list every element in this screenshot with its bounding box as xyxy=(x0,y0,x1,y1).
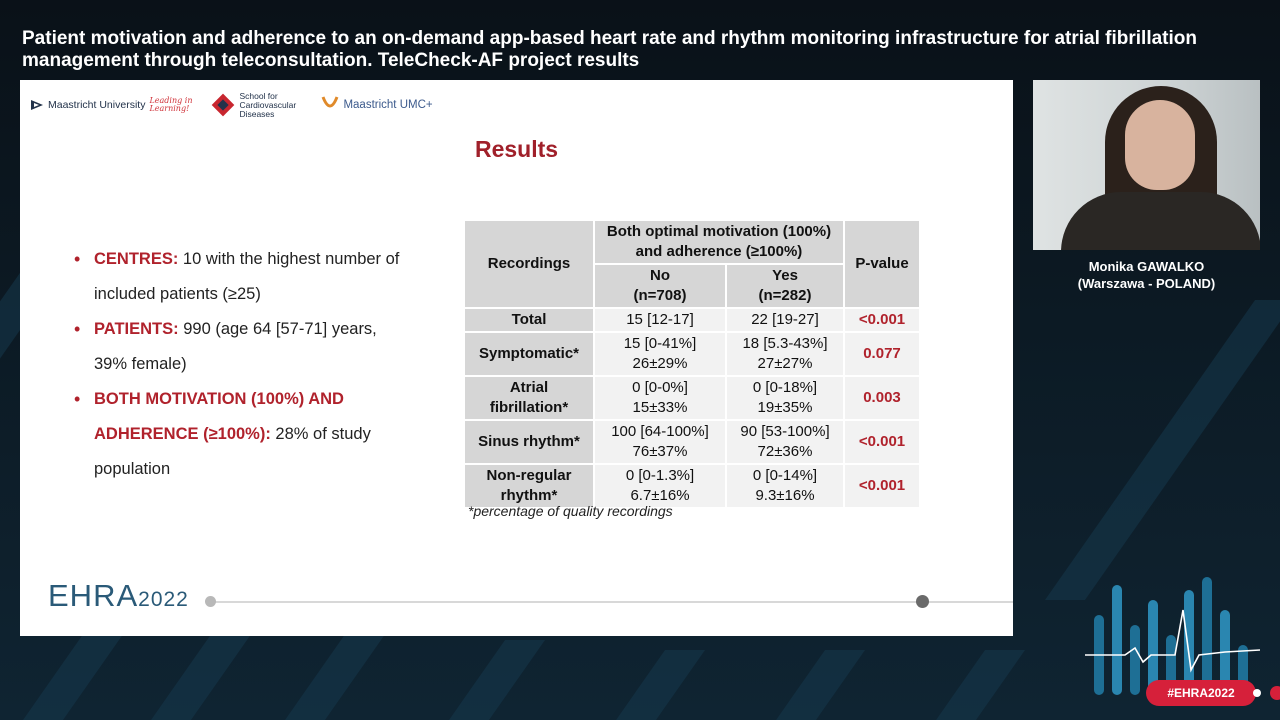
mu-name: Maastricht University xyxy=(48,99,146,111)
cell-pvalue: <0.001 xyxy=(844,464,920,508)
cell-pvalue: <0.001 xyxy=(844,420,920,464)
cell-no xyxy=(594,376,726,420)
row-label: Non-regular rhythm* xyxy=(464,464,594,508)
speaker-body xyxy=(1061,192,1260,250)
speaker-location: (Warszawa - POLAND) xyxy=(1077,276,1216,291)
header-yes xyxy=(726,264,844,308)
cell-no xyxy=(594,332,726,376)
table-header-row xyxy=(464,220,920,264)
row-label: Symptomatic* xyxy=(464,332,594,376)
cell-median: 100 [64-100%] xyxy=(611,423,709,440)
header-pvalue: P-value xyxy=(844,220,920,308)
speaker-name: Monika GAWALKO xyxy=(1088,259,1205,274)
header-yes-label: Yes xyxy=(772,267,798,284)
cell-mean: 15±33% xyxy=(632,399,688,416)
cell-yes xyxy=(726,376,844,420)
cell-yes xyxy=(726,420,844,464)
cell-mean: 9.3±16% xyxy=(755,487,815,504)
hashtag-badge: #EHRA2022 xyxy=(1146,680,1256,706)
row-label: Total xyxy=(464,308,594,332)
ecg-line-icon xyxy=(1085,600,1260,680)
header-no xyxy=(594,264,726,308)
cell-mean: 19±35% xyxy=(757,399,813,416)
bullet-text: 990 (age 64 [57-71] years, 39% female) xyxy=(94,320,377,373)
cell-median: 0 [0-14%] xyxy=(752,467,818,484)
speaker-video xyxy=(1033,80,1260,250)
cell-median: 0 [0-18%] xyxy=(752,379,818,396)
carim-icon xyxy=(211,93,235,117)
umc-logo xyxy=(321,95,432,115)
carim-name: School for Cardiovascular Diseases xyxy=(239,90,297,119)
bullet-centres xyxy=(72,242,402,312)
bullet-patients xyxy=(72,312,402,382)
table-row xyxy=(464,376,920,420)
bullet-text: 10 with the highest number of included patients (≥25) xyxy=(94,250,400,303)
carim-logo xyxy=(211,92,303,119)
presentation-slide xyxy=(20,80,1013,636)
table-row xyxy=(464,308,920,332)
cell-pvalue: 0.077 xyxy=(844,332,920,376)
table-footnote: *percentage of quality recordings xyxy=(468,503,673,519)
cell-pvalue: 0.003 xyxy=(844,376,920,420)
bullet-text: 28% of study population xyxy=(94,425,371,478)
cell-yes xyxy=(726,464,844,508)
ehra-logo xyxy=(48,578,189,614)
cell-median: 90 [53-100%] xyxy=(740,423,830,440)
cell-pvalue: <0.001 xyxy=(844,308,920,332)
bullet-label: PATIENTS: xyxy=(94,320,179,338)
bullet-label: BOTH MOTIVATION (100%) AND ADHERENCE (≥100%): xyxy=(94,390,344,443)
cell-yes: 22 [19-27] xyxy=(726,308,844,332)
bullet-label: CENTRES: xyxy=(94,250,179,268)
row-label: Atrial fibrillation* xyxy=(464,376,594,420)
hashtag-dot xyxy=(1253,689,1261,697)
cell-yes xyxy=(726,332,844,376)
table-row xyxy=(464,464,920,508)
row-label: Sinus rhythm* xyxy=(464,420,594,464)
results-bullet-list xyxy=(72,242,402,487)
header-yes-n: (n=282) xyxy=(758,287,812,304)
cell-mean: 76±37% xyxy=(632,443,688,460)
speaker-caption xyxy=(1033,258,1260,292)
timeline-end-dot xyxy=(916,595,929,608)
cell-mean: 27±27% xyxy=(757,355,813,372)
header-recordings: Recordings xyxy=(464,220,594,308)
cell-mean: 6.7±16% xyxy=(630,487,690,504)
hashtag-dot-red xyxy=(1270,686,1280,700)
results-table xyxy=(463,219,921,509)
header-no-label: No xyxy=(650,267,670,284)
talk-title: Patient motivation and adherence to an on-demand app-based heart rate and rhythm monitoring infrastructure for atrial fibrillation management through teleconsultation. TeleCheck-AF project results xyxy=(22,28,1197,71)
slide-heading: Results xyxy=(474,136,559,162)
bullet-motivation-adherence xyxy=(72,382,402,487)
maastricht-university-icon xyxy=(30,98,44,112)
ehra-wordmark: EHRA xyxy=(48,578,139,613)
maastricht-university-logo xyxy=(30,97,193,113)
header-group: Both optimal motivation (100%) and adherence (≥100%) xyxy=(594,220,844,264)
cell-median: 18 [5.3-43%] xyxy=(742,335,828,352)
cell-median: 15 [0-41%] xyxy=(623,335,697,352)
table-row xyxy=(464,420,920,464)
cell-mean: 26±29% xyxy=(632,355,688,372)
timeline-start-dot xyxy=(205,596,216,607)
umc-name: Maastricht UMC+ xyxy=(343,99,433,111)
cell-median: 0 [0-1.3%] xyxy=(625,467,695,484)
table-row xyxy=(464,332,920,376)
cell-median: 0 [0-0%] xyxy=(632,379,688,396)
logo-bar xyxy=(30,90,433,120)
cell-no xyxy=(594,464,726,508)
umc-icon xyxy=(321,95,339,115)
mu-tagline: Leading in Learning! xyxy=(149,96,193,113)
cell-mean: 72±36% xyxy=(757,443,813,460)
cell-no xyxy=(594,420,726,464)
speaker-face xyxy=(1125,100,1195,190)
slide-progress-line xyxy=(207,601,1013,603)
header-no-n: (n=708) xyxy=(633,287,687,304)
cell-no: 15 [12-17] xyxy=(594,308,726,332)
ehra-year: 2022 xyxy=(138,588,189,611)
